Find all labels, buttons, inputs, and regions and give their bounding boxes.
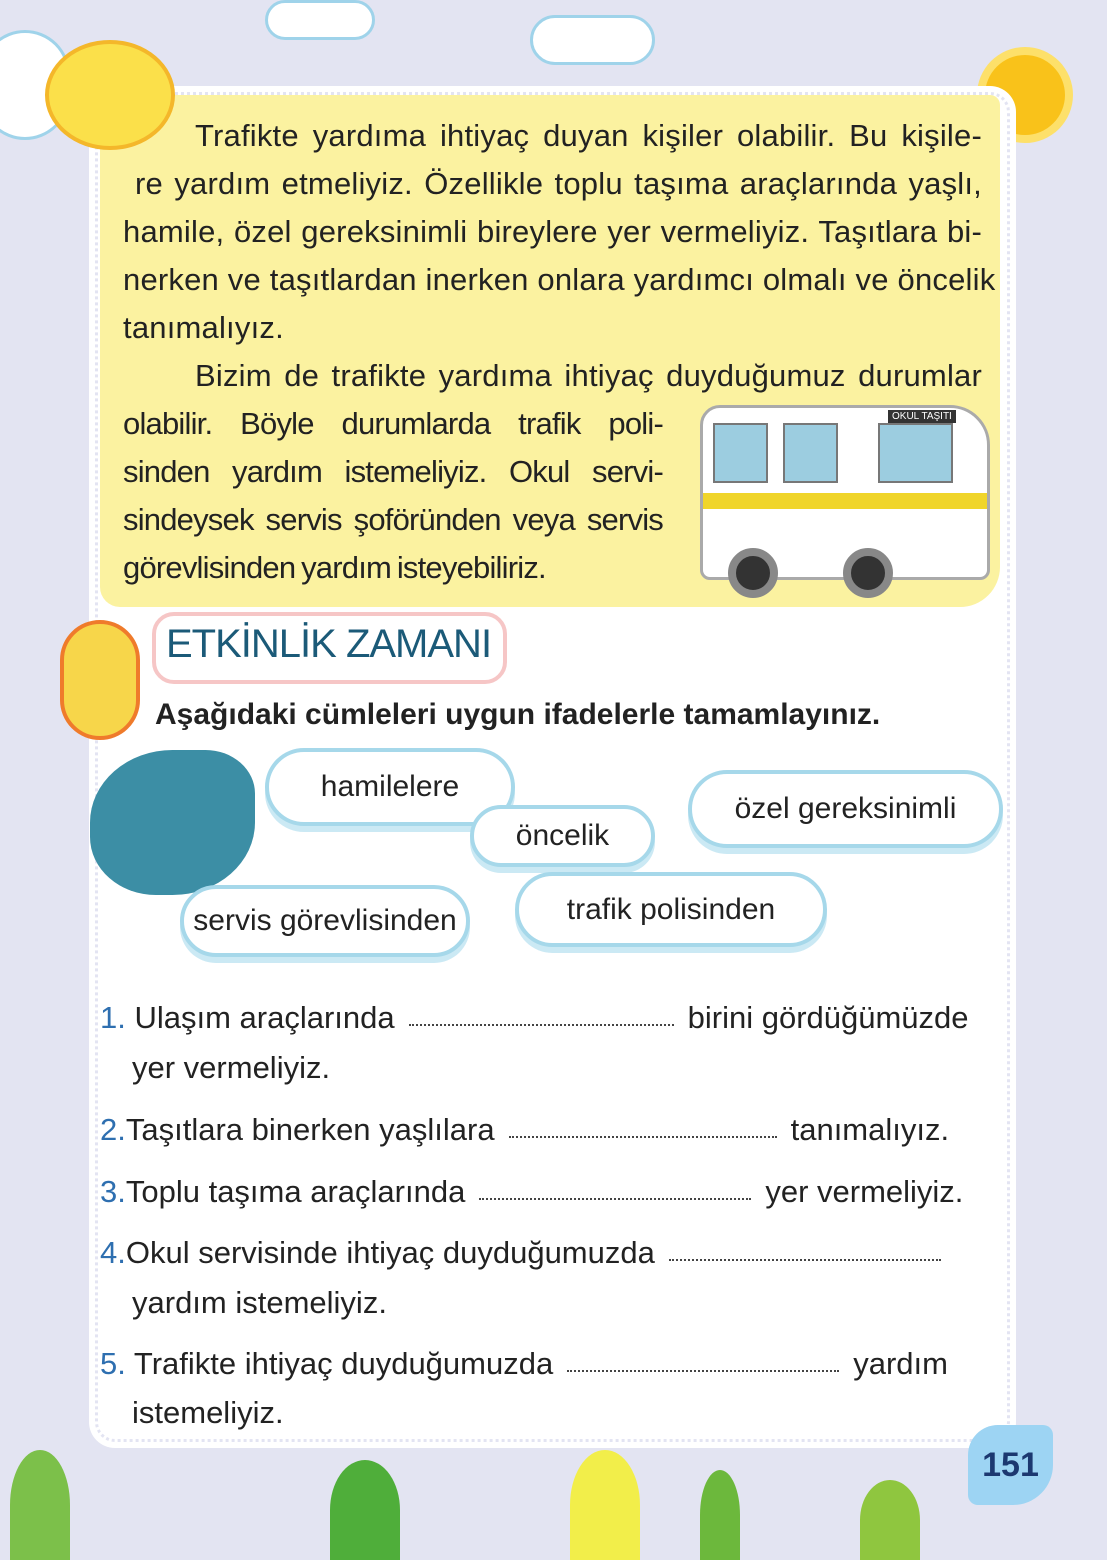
text-line: tanımalıyız. bbox=[123, 310, 284, 345]
sky-cloud bbox=[265, 0, 375, 40]
activity-instruction: Aşağıdaki cümleleri uygun ifadelerle tamamlayınız. bbox=[155, 698, 881, 731]
exercise-4-cont: yardım istemeliyiz. bbox=[132, 1285, 387, 1320]
answer-blank[interactable] bbox=[409, 1014, 674, 1026]
pilot-plane-illustration bbox=[90, 750, 255, 895]
text-line: nerken ve taşıtlardan inerken onlara yardımcı olmalı ve öncelik bbox=[123, 262, 996, 297]
sky-cloud bbox=[530, 15, 655, 65]
word-bank-trafik-polisinden: trafik polisinden bbox=[515, 872, 827, 947]
tulip-decoration bbox=[330, 1460, 400, 1560]
exercise-1-cont: yer vermeliyiz. bbox=[132, 1050, 331, 1085]
exercise-2: 2.Taşıtlara binerken yaşlılara tanımalıyız. bbox=[100, 1112, 950, 1147]
school-bus-illustration bbox=[700, 405, 990, 580]
text-line: hamile, özel gereksinimli bireylere yer vermeliyiz. Taşıtlara bi- bbox=[123, 214, 982, 249]
exercise-4: 4.Okul servisinde ihtiyaç duyduğumuzda bbox=[100, 1235, 955, 1271]
bee-reading-illustration bbox=[45, 40, 175, 150]
text-line: sinden yardım istemeliyiz. Okul servi- bbox=[123, 454, 663, 489]
exercise-3: 3.Toplu taşıma araçlarında yer vermeliyiz. bbox=[100, 1174, 964, 1209]
text-line: re yardım etmeliyiz. Özellikle toplu taşıma araçlarında yaşlı, bbox=[135, 166, 982, 201]
word-bank-oncelik: öncelik bbox=[470, 805, 655, 867]
word-bank-servis-gorevlisinden: servis görevlisinden bbox=[180, 885, 470, 957]
word-bank-hamilelere: hamilelere bbox=[265, 748, 515, 826]
answer-blank[interactable] bbox=[479, 1188, 751, 1200]
activity-title: ETKİNLİK ZAMANI bbox=[166, 622, 492, 666]
grass-decoration bbox=[860, 1480, 920, 1560]
bus-sign: OKUL TAŞITI bbox=[888, 410, 956, 423]
exercise-5-cont: istemeliyiz. bbox=[132, 1395, 284, 1430]
page-number: 151 bbox=[968, 1425, 1053, 1505]
answer-blank[interactable] bbox=[567, 1360, 839, 1372]
text-line: görevlisinden yardım isteyebiliriz. bbox=[123, 550, 546, 585]
text-line: olabilir. Böyle durumlarda trafik poli- bbox=[123, 406, 663, 441]
text-line: sindeysek servis şoföründen veya servis bbox=[123, 502, 663, 537]
tulip-decoration bbox=[570, 1450, 640, 1560]
exercise-5: 5. Trafikte ihtiyaç duyduğumuzda yardım bbox=[100, 1346, 948, 1381]
answer-blank[interactable] bbox=[669, 1249, 941, 1261]
answer-blank[interactable] bbox=[509, 1126, 777, 1138]
exercise-1: 1. Ulaşım araçlarında birini gördüğümüzde bbox=[100, 1000, 969, 1035]
grass-decoration bbox=[10, 1450, 70, 1560]
text-line: Bizim de trafikte yardıma ihtiyaç duyduğumuz durumlar bbox=[195, 358, 982, 393]
text-line: Trafikte yardıma ihtiyaç duyan kişiler olabilir. Bu kişile- bbox=[195, 118, 982, 153]
word-bank-ozel-gereksinimli: özel gereksinimli bbox=[688, 770, 1003, 848]
grass-decoration bbox=[700, 1470, 740, 1560]
bee-pencil-illustration bbox=[60, 620, 140, 740]
